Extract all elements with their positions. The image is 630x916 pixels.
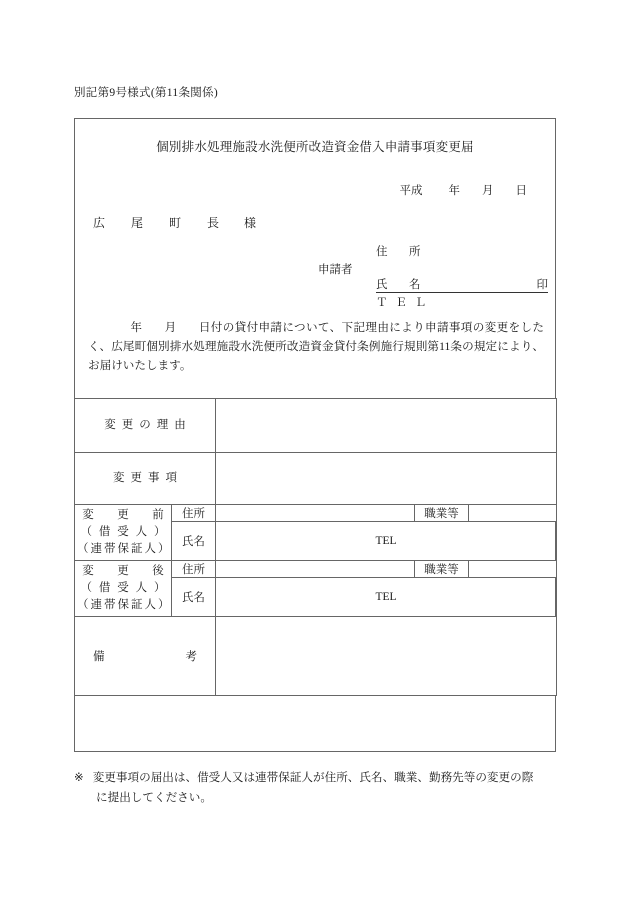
note-line-1: 変更事項の届出は、借受人又は連帯保証人が住所、氏名、職業、勤務先等の変更の際 xyxy=(92,771,534,784)
items-label: 変更事項 xyxy=(113,472,183,485)
applicant-fields xyxy=(376,243,548,310)
date-line xyxy=(400,182,528,198)
before-name-label: 氏名 xyxy=(172,522,216,561)
before-occupation-label: 職業等 xyxy=(415,505,469,522)
applicant-name-label: 氏 名 xyxy=(376,279,426,291)
table-row-before-address xyxy=(75,505,557,522)
table-row-after-address xyxy=(75,561,557,578)
after-main-label: 変 更 後 xyxy=(82,565,170,578)
applicant-label: 申請者 xyxy=(318,264,353,276)
day-unit: 日 xyxy=(515,185,527,197)
before-occupation-value[interactable] xyxy=(469,505,557,522)
note-marker-icon: ※ xyxy=(74,771,84,784)
era-label: 平成 xyxy=(399,185,423,197)
before-tel-label: TEL xyxy=(375,535,397,547)
reason-label: 変更の理由 xyxy=(104,419,192,432)
applicant-address-label: 住 所 xyxy=(376,246,426,258)
after-name-label: 氏名 xyxy=(172,578,216,617)
before-main-label: 変 更 前 xyxy=(82,509,170,522)
remarks-label-right: 考 xyxy=(185,651,197,663)
after-sub-label-2: （連帯保証人） xyxy=(77,598,172,611)
before-address-label: 住所 xyxy=(172,505,216,522)
body-year-unit: 年 xyxy=(130,321,143,334)
seal-icon: 印 xyxy=(536,279,548,291)
after-label-cell xyxy=(75,561,172,617)
items-label-cell xyxy=(75,453,216,505)
after-address-value[interactable] xyxy=(216,561,415,578)
remarks-label-cell xyxy=(75,617,216,696)
after-tel-label: TEL xyxy=(375,591,397,603)
body-month-unit: 月 xyxy=(164,321,177,334)
table-row-items xyxy=(75,453,557,505)
month-unit: 月 xyxy=(482,185,494,197)
year-unit: 年 xyxy=(448,185,460,197)
items-value-cell[interactable] xyxy=(216,453,557,505)
after-sub-label-1: （ 借 受 人 ） xyxy=(80,582,168,595)
addressee-office: 広 尾 町 長 xyxy=(93,216,227,230)
before-sub-label-2: （連帯保証人） xyxy=(77,542,172,555)
note-line-2: に提出してください。 xyxy=(96,790,212,804)
before-address-value[interactable] xyxy=(216,505,415,522)
before-label-cell xyxy=(75,505,172,561)
form-outer-box xyxy=(74,118,556,752)
remarks-label-left: 備 xyxy=(93,651,105,663)
addressee-honorific: 様 xyxy=(244,216,257,230)
change-details-table xyxy=(74,398,557,696)
body-paragraph xyxy=(88,319,544,375)
remarks-value-cell[interactable] xyxy=(216,617,557,696)
after-occupation-label: 職業等 xyxy=(415,561,469,578)
form-header-section xyxy=(75,119,555,398)
body-text-rest: 日付の貸付申請について、下記理由により申請事項の変更をしたく、広尾町個別排水処理施設水洗便所改造資金貸付条例施行規則第11条の規定により、お届けいたします。 xyxy=(88,321,544,372)
applicant-name-field[interactable] xyxy=(376,276,548,293)
applicant-tel-label: Ｔ Ｅ Ｌ xyxy=(376,297,429,309)
after-tel-cell[interactable] xyxy=(216,578,557,617)
reason-label-cell xyxy=(75,399,216,453)
table-row-reason xyxy=(75,399,557,453)
before-tel-cell[interactable] xyxy=(216,522,557,561)
after-address-label: 住所 xyxy=(172,561,216,578)
page-title: 個別排水処理施設水洗便所改造資金借入申請事項変更届 xyxy=(156,140,474,154)
form-number: 別記第9号様式(第11条関係) xyxy=(74,87,218,99)
footer-note xyxy=(74,768,560,807)
table-row-remarks xyxy=(75,617,557,696)
after-occupation-value[interactable] xyxy=(469,561,557,578)
addressee-line xyxy=(93,214,256,231)
before-sub-label-1: （ 借 受 人 ） xyxy=(80,526,168,539)
reason-value-cell[interactable] xyxy=(216,399,557,453)
